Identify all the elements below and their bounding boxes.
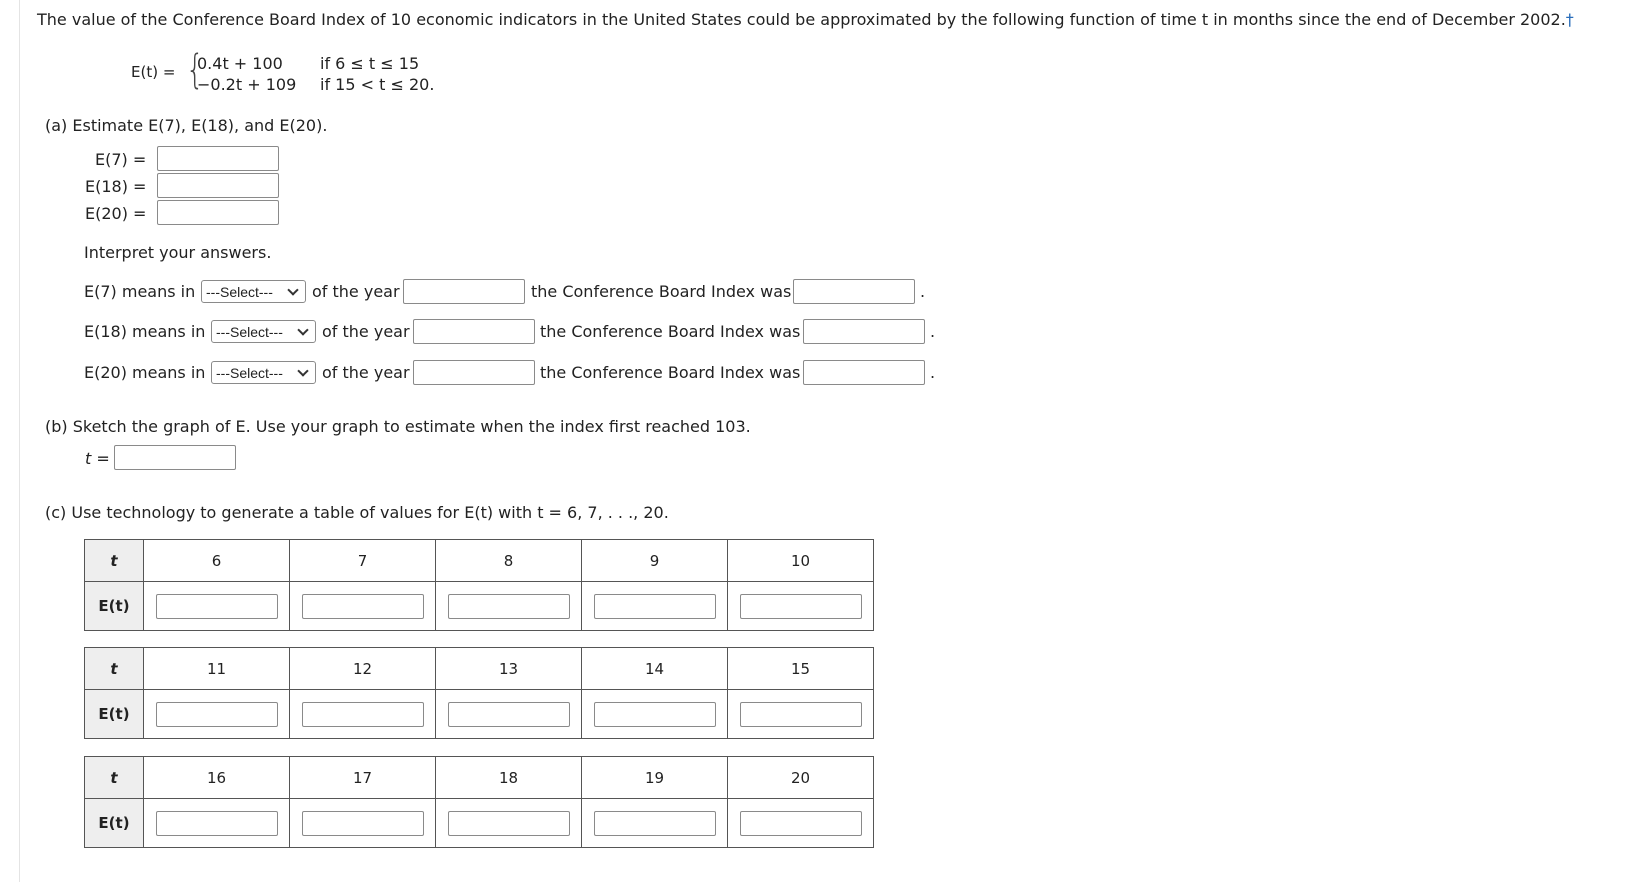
t-header: t	[85, 648, 144, 690]
t-row	[85, 757, 874, 799]
select-value: ---Select---	[216, 323, 283, 340]
part-b-prompt: (b) Sketch the graph of E. Use your graph to estimate when the index first reached 103.	[45, 417, 751, 436]
interp-e20-mid: of the year	[322, 363, 410, 382]
t-row	[85, 648, 874, 690]
t-header: t	[85, 540, 144, 582]
e-row	[85, 690, 874, 739]
interp-e18-month-select[interactable]	[211, 320, 316, 343]
t-value: 17	[290, 757, 436, 799]
interp-e20-period: .	[930, 363, 936, 382]
e-input-t20[interactable]	[740, 811, 862, 836]
e-input-t16[interactable]	[156, 811, 278, 836]
e-input-t9[interactable]	[594, 594, 716, 619]
e-cell	[290, 799, 436, 848]
e-input-t8[interactable]	[448, 594, 570, 619]
case1-expression: 0.4t + 100	[197, 54, 283, 73]
interpret-label: Interpret your answers.	[84, 243, 272, 262]
intro-sentence: The value of the Conference Board Index of 10 economic indicators in the United States could be approximated by the following function of time t in months since the end of December 2002.	[37, 10, 1566, 29]
e-cell	[728, 582, 874, 631]
footnote-link[interactable]: †	[1565, 10, 1574, 29]
select-value: ---Select---	[206, 283, 273, 300]
interp-e20-index-input[interactable]	[803, 360, 925, 385]
t-value: 16	[144, 757, 290, 799]
e-input-t10[interactable]	[740, 594, 862, 619]
e-cell	[144, 690, 290, 739]
t-value: 19	[582, 757, 728, 799]
e-input-t17[interactable]	[302, 811, 424, 836]
interp-e18-period: .	[930, 322, 936, 341]
interp-e7-mid: of the year	[312, 282, 400, 301]
e18-input[interactable]	[157, 173, 279, 198]
case2-condition: if 15 < t ≤ 20.	[320, 75, 435, 94]
e-input-t19[interactable]	[594, 811, 716, 836]
e-cell	[290, 690, 436, 739]
e-cell	[728, 690, 874, 739]
intro-text	[37, 10, 1574, 29]
e-row	[85, 582, 874, 631]
t-value: 15	[728, 648, 874, 690]
t-row	[85, 540, 874, 582]
t-value: 10	[728, 540, 874, 582]
interp-e7-year-input[interactable]	[403, 279, 525, 304]
values-table-3	[84, 756, 874, 848]
interp-e7-index-input[interactable]	[793, 279, 915, 304]
e-input-t11[interactable]	[156, 702, 278, 727]
e7-input[interactable]	[157, 146, 279, 171]
e-cell	[582, 582, 728, 631]
t-value: 12	[290, 648, 436, 690]
interp-e18-index-input[interactable]	[803, 319, 925, 344]
interp-e20-month-select[interactable]	[211, 361, 316, 384]
e-cell	[728, 799, 874, 848]
values-table-1	[84, 539, 874, 631]
e-input-t6[interactable]	[156, 594, 278, 619]
e-cell	[290, 582, 436, 631]
e-header: E(t)	[85, 582, 144, 631]
function-lhs: E(t) =	[131, 63, 176, 81]
interp-e7-month-select[interactable]	[201, 280, 306, 303]
e-cell	[144, 799, 290, 848]
e-cell	[582, 799, 728, 848]
case2-expression: −0.2t + 109	[197, 75, 297, 94]
t-header: t	[85, 757, 144, 799]
e-input-t18[interactable]	[448, 811, 570, 836]
t-answer-input[interactable]	[114, 445, 236, 470]
case1-condition: if 6 ≤ t ≤ 15	[320, 54, 420, 73]
e-input-t14[interactable]	[594, 702, 716, 727]
t-value: 7	[290, 540, 436, 582]
interp-e18-tail: the Conference Board Index was	[540, 322, 801, 341]
e-cell	[436, 582, 582, 631]
left-divider	[19, 0, 20, 882]
interp-e7-period: .	[920, 282, 926, 301]
interp-e7-tail: the Conference Board Index was	[531, 282, 792, 301]
e-input-t13[interactable]	[448, 702, 570, 727]
t-value: 13	[436, 648, 582, 690]
t-value: 6	[144, 540, 290, 582]
select-value: ---Select---	[216, 364, 283, 381]
e-row	[85, 799, 874, 848]
e-input-t7[interactable]	[302, 594, 424, 619]
e-cell	[582, 690, 728, 739]
t-value: 18	[436, 757, 582, 799]
t-value: 8	[436, 540, 582, 582]
part-c-prompt: (c) Use technology to generate a table of values for E(t) with t = 6, 7, . . ., 20.	[45, 503, 669, 522]
t-value: 14	[582, 648, 728, 690]
t-value: 11	[144, 648, 290, 690]
e-input-t15[interactable]	[740, 702, 862, 727]
t-value: 20	[728, 757, 874, 799]
interp-e18-year-input[interactable]	[413, 319, 535, 344]
e20-label: E(20) =	[85, 204, 147, 223]
chevron-down-icon	[297, 365, 308, 376]
interp-e20-year-input[interactable]	[413, 360, 535, 385]
e-cell	[436, 690, 582, 739]
part-a-prompt: (a) Estimate E(7), E(18), and E(20).	[45, 116, 328, 135]
interp-e20-tail: the Conference Board Index was	[540, 363, 801, 382]
e18-label: E(18) =	[85, 177, 147, 196]
chevron-down-icon	[297, 324, 308, 335]
interp-e18-lead: E(18) means in	[84, 322, 206, 341]
piecewise-brace: {	[186, 47, 204, 93]
e-input-t12[interactable]	[302, 702, 424, 727]
interp-e18-mid: of the year	[322, 322, 410, 341]
e-cell	[144, 582, 290, 631]
values-table-2	[84, 647, 874, 739]
t-label: t =	[85, 449, 110, 468]
e7-label: E(7) =	[95, 150, 147, 169]
interp-e20-lead: E(20) means in	[84, 363, 206, 382]
e-header: E(t)	[85, 690, 144, 739]
e-cell	[436, 799, 582, 848]
e20-input[interactable]	[157, 200, 279, 225]
e-header: E(t)	[85, 799, 144, 848]
chevron-down-icon	[287, 284, 298, 295]
interp-e7-lead: E(7) means in	[84, 282, 196, 301]
t-value: 9	[582, 540, 728, 582]
